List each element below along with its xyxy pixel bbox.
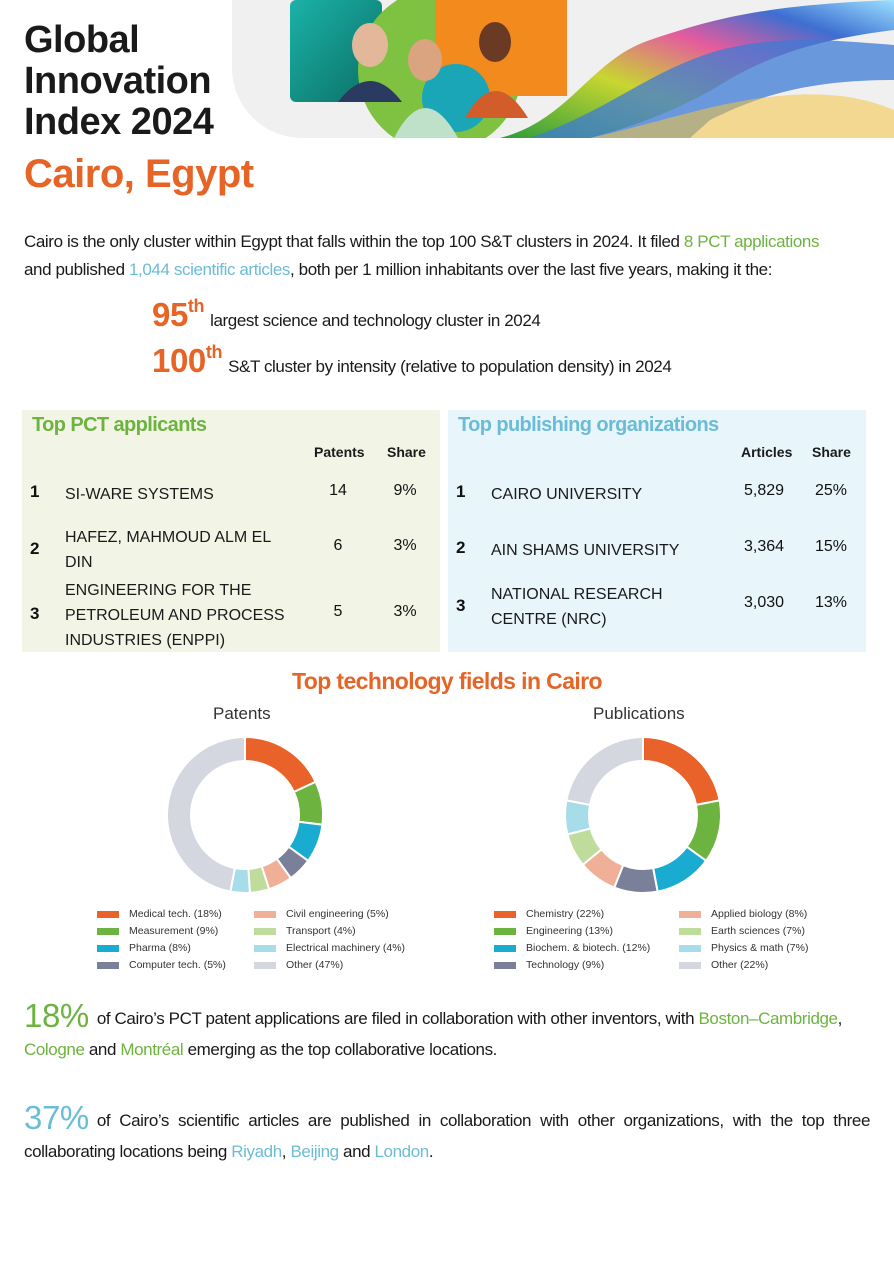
- row-rank: 2: [456, 538, 466, 557]
- pct-applicants-panel: [22, 410, 440, 652]
- collab-conjunction: and: [84, 1040, 121, 1059]
- row-value: 14: [329, 482, 347, 499]
- legend-label: Engineering (13%): [526, 925, 613, 937]
- collab-location: Riyadh: [231, 1142, 282, 1161]
- legend-item: [679, 942, 808, 954]
- article-collab-percent: 37%: [24, 1099, 89, 1136]
- panel-title: Top PCT applicants: [32, 414, 207, 436]
- row-name: CAIRO UNIVERSITY: [491, 486, 643, 503]
- hero-illustration: [290, 0, 894, 138]
- column-header-articles: Articles: [741, 444, 793, 460]
- legend-swatch: [97, 962, 119, 969]
- patent-collab-percent: 18%: [24, 997, 89, 1034]
- legend-swatch: [679, 928, 701, 935]
- collab-location: Boston–Cambridge: [698, 1009, 838, 1028]
- collab-location: Montréal: [120, 1040, 184, 1059]
- article-collaboration-paragraph: [24, 1099, 870, 1167]
- rank-number: 95: [152, 296, 188, 333]
- legend-item: [254, 908, 389, 920]
- legend-swatch: [97, 928, 119, 935]
- intro-text: Cairo is the only cluster within Egypt that falls within the top 100 S&T clusters in 2024. It filed: [24, 232, 684, 251]
- legend-item: [494, 925, 613, 937]
- row-share: 15%: [814, 538, 848, 555]
- collab-text: of Cairo’s PCT patent applications are filed in collaboration with other inventors, with: [96, 1009, 699, 1028]
- report-title: [24, 20, 213, 143]
- legend-swatch: [254, 928, 276, 935]
- legend-item: [679, 908, 807, 920]
- legend-item: [679, 925, 805, 937]
- collab-separator: ,: [281, 1142, 291, 1161]
- legend-label: Transport (4%): [286, 925, 356, 937]
- legend-swatch: [97, 945, 119, 952]
- collab-location: Cologne: [24, 1040, 85, 1059]
- row-share: 3%: [393, 537, 417, 554]
- city-title: Cairo, Egypt: [24, 152, 254, 196]
- donut-slice-medical-tech: [245, 737, 316, 792]
- row-name: NATIONAL RESEARCH CENTRE (NRC): [491, 586, 663, 628]
- legend-item: [254, 942, 405, 954]
- column-header-patents: Patents: [314, 444, 365, 460]
- collab-text: emerging as the top collaborative locations.: [183, 1040, 497, 1059]
- legend-label: Computer tech. (5%): [129, 959, 226, 971]
- legend-swatch: [254, 962, 276, 969]
- publishing-organizations-panel: [448, 410, 866, 652]
- legend-swatch: [494, 945, 516, 952]
- rank-number: 100: [152, 342, 206, 379]
- legend-swatch: [97, 911, 119, 918]
- rank-suffix: th: [205, 342, 223, 362]
- row-name: SI-WARE SYSTEMS: [65, 486, 214, 503]
- row-value: 5,829: [743, 482, 785, 499]
- row-rank: 2: [30, 539, 40, 558]
- ranking-size: [152, 296, 540, 334]
- legend-label: Other (22%): [711, 959, 769, 971]
- legend-swatch: [494, 911, 516, 918]
- legend-swatch: [679, 911, 701, 918]
- legend-item: [679, 959, 768, 971]
- legend-swatch: [254, 911, 276, 918]
- row-rank: 3: [456, 596, 466, 615]
- pct-applications-highlight: 8 PCT applications: [683, 232, 820, 251]
- row-name: AIN SHAMS UNIVERSITY: [491, 542, 680, 559]
- publications-donut-chart: [562, 734, 724, 896]
- patents-chart-title: Patents: [213, 704, 271, 723]
- row-share: 9%: [393, 482, 417, 499]
- collab-location: Beijing: [290, 1142, 339, 1161]
- row-rank: 1: [456, 482, 466, 501]
- legend-item: [97, 908, 222, 920]
- title-line: Global: [24, 19, 140, 61]
- legend-item: [97, 942, 191, 954]
- legend-item: [97, 959, 226, 971]
- intro-text: and published: [24, 260, 129, 279]
- row-value: 3,030: [743, 594, 785, 611]
- legend-label: Medical tech. (18%): [129, 908, 222, 920]
- column-header-share: Share: [387, 444, 426, 460]
- donut-slice-other: [167, 737, 245, 892]
- rank-suffix: th: [187, 296, 205, 316]
- legend-item: [494, 942, 650, 954]
- row-value: 3,364: [743, 538, 785, 555]
- row-name: ENGINEERING FOR THE PETROLEUM AND PROCESS INDUSTRIES (ENPPI): [65, 582, 285, 649]
- legend-item: [97, 925, 218, 937]
- legend-item: [254, 925, 356, 937]
- donut-slice-other: [566, 737, 643, 805]
- rank-text: largest science and technology cluster in 2024: [210, 311, 541, 330]
- legend-item: [494, 959, 604, 971]
- donut-slice-chemistry: [643, 737, 720, 805]
- row-rank: 3: [30, 604, 40, 623]
- patent-collaboration-paragraph: [24, 997, 870, 1065]
- legend-swatch: [494, 962, 516, 969]
- panel-title: Top publishing organizations: [458, 414, 719, 436]
- collab-text: of Cairo’s scientific articles are published in collaboration with other organizations, with the top three collaborating locations being: [24, 1111, 870, 1161]
- row-share: 13%: [814, 594, 848, 611]
- legend-label: Measurement (9%): [129, 925, 219, 937]
- legend-label: Civil engineering (5%): [286, 908, 389, 920]
- legend-item: [494, 908, 604, 920]
- intro-text: , both per 1 million inhabitants over the last five years, making it the:: [290, 260, 773, 279]
- row-value: 5: [333, 603, 343, 620]
- articles-highlight: 1,044 scientific articles: [129, 260, 291, 279]
- legend-label: Physics & math (7%): [711, 942, 809, 954]
- legend-label: Earth sciences (7%): [711, 925, 805, 937]
- legend-item: [254, 959, 343, 971]
- collab-end: .: [428, 1142, 434, 1161]
- rank-text: S&T cluster by intensity (relative to population density) in 2024: [228, 357, 672, 376]
- collab-location: London: [374, 1142, 429, 1161]
- row-share: 25%: [814, 482, 848, 499]
- ranking-intensity: [152, 342, 671, 380]
- legend-label: Applied biology (8%): [711, 908, 808, 920]
- donut-slice-physics-math: [565, 800, 591, 834]
- collab-separator: ,: [837, 1009, 842, 1028]
- row-name: HAFEZ, MAHMOUD ALM EL DIN: [65, 529, 271, 571]
- legend-swatch: [679, 962, 701, 969]
- patents-donut-chart: [164, 734, 326, 896]
- legend-swatch: [494, 928, 516, 935]
- legend-label: Technology (9%): [526, 959, 605, 971]
- publications-chart-title: Publications: [593, 704, 685, 723]
- title-line: Innovation: [24, 60, 212, 102]
- tech-fields-title: Top technology fields in Cairo: [292, 668, 602, 694]
- collab-conjunction: and: [338, 1142, 375, 1161]
- row-rank: 1: [30, 482, 40, 501]
- title-line: Index 2024: [24, 101, 214, 143]
- legend-label: Biochem. & biotech. (12%): [526, 942, 651, 954]
- row-value: 6: [333, 537, 343, 554]
- legend-label: Other (47%): [286, 959, 344, 971]
- legend-label: Pharma (8%): [129, 942, 191, 954]
- column-header-share: Share: [812, 444, 851, 460]
- legend-swatch: [254, 945, 276, 952]
- legend-label: Electrical machinery (4%): [286, 942, 406, 954]
- intro-paragraph: [24, 228, 870, 284]
- row-share: 3%: [393, 603, 417, 620]
- legend-label: Chemistry (22%): [526, 908, 605, 920]
- legend-swatch: [679, 945, 701, 952]
